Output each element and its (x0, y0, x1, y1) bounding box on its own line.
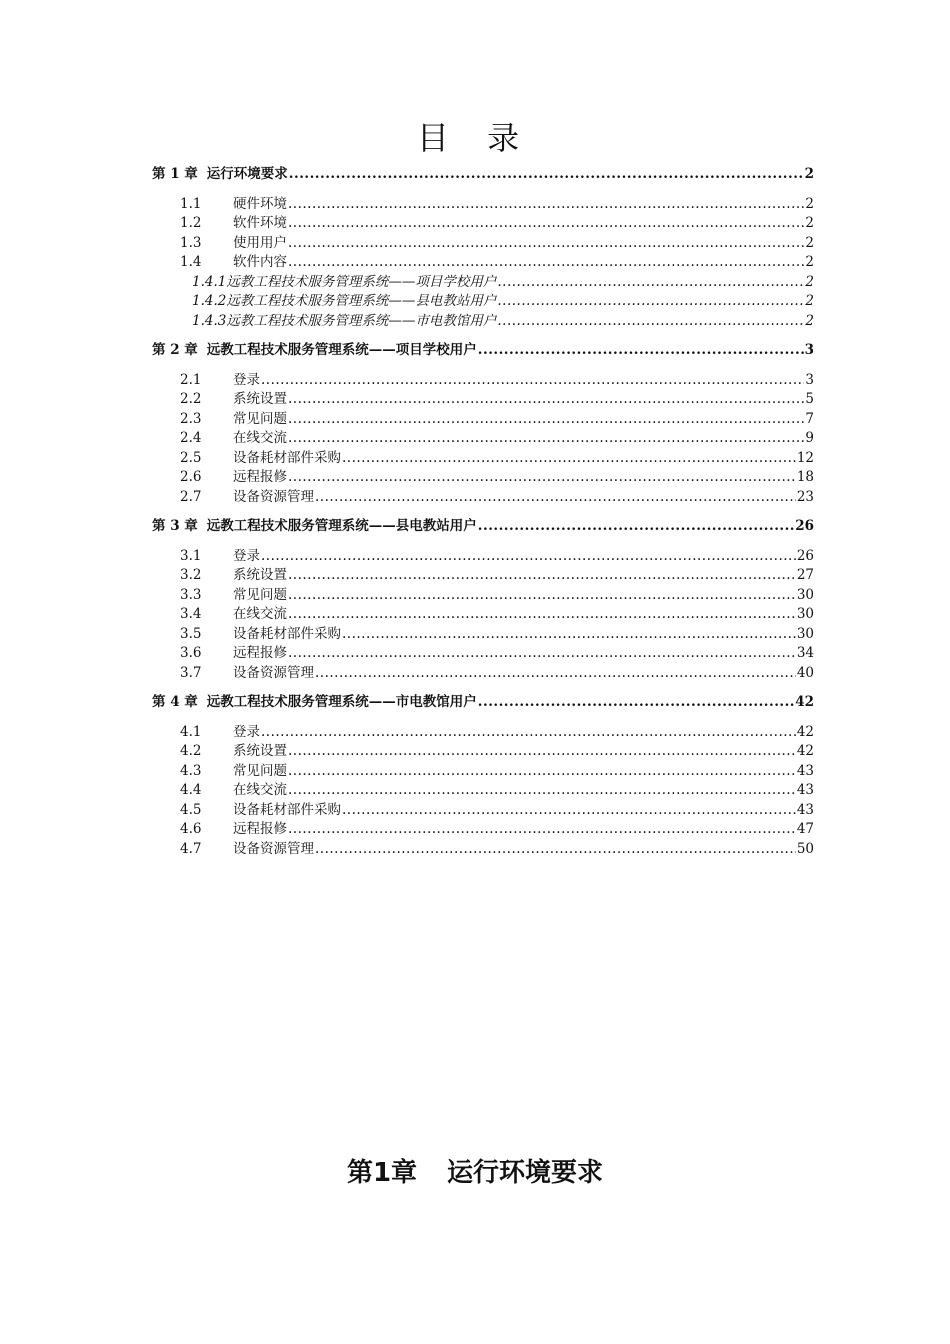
toc-entry-page-number: 5 (805, 391, 814, 407)
toc-entry-label: 远教工程技术服务管理系统——县电教站用户 (226, 293, 497, 309)
toc-dot-leader (497, 273, 804, 293)
toc-entry-number: 2.5 (180, 449, 202, 466)
toc-entry-page-number: 2 (805, 293, 814, 309)
toc-entry-number: 1.3 (180, 234, 202, 251)
toc-entry-chapter[interactable] (152, 341, 814, 361)
toc-entry-number: 4.1 (180, 723, 202, 740)
toc-entry-label: 登录 (233, 723, 260, 740)
toc-dot-leader (478, 341, 804, 361)
toc-entry-page-number: 2 (805, 273, 814, 290)
toc-entry-number: 3.4 (180, 606, 202, 622)
toc-entry-number: 1.4 (180, 254, 202, 270)
toc-entry-label: 设备资源管理 (233, 664, 314, 681)
toc-entry-number: 3.2 (180, 567, 202, 583)
toc-dot-leader (342, 625, 796, 645)
toc-entry-page-number: 12 (796, 449, 814, 466)
toc-entry-number: 1.4.3 (192, 312, 227, 329)
toc-entry-section[interactable] (152, 468, 814, 488)
toc-dot-leader (261, 371, 804, 391)
toc-entry-chapter[interactable] (152, 517, 814, 537)
toc-entry-page-number: 7 (805, 410, 814, 427)
toc-entry-number: 1.4.2 (192, 293, 227, 309)
toc-dot-leader (288, 429, 804, 449)
toc-entry-label: 设备耗材部件采购 (233, 625, 341, 642)
toc-entry-page-number: 40 (796, 664, 814, 681)
chapter-heading-title: 运行环境要求 (447, 1158, 604, 1188)
toc-entry-section[interactable] (152, 390, 814, 410)
toc-dot-leader (288, 742, 796, 762)
toc-entry-label: 设备耗材部件采购 (233, 449, 341, 466)
toc-entry-section[interactable] (152, 781, 814, 801)
toc-entry-label: 远程报修 (233, 821, 287, 837)
toc-entry-label: 在线交流 (233, 430, 287, 446)
toc-entry-number: 3.5 (180, 625, 202, 642)
toc-dot-leader (342, 801, 796, 821)
toc-entry-sub[interactable] (152, 273, 814, 293)
toc-entry-page-number: 43 (796, 801, 814, 818)
toc-entry-page-number: 42 (796, 743, 814, 759)
table-of-contents (152, 165, 814, 859)
toc-entry-number: 1.1 (180, 195, 202, 212)
toc-entry-label: 远教工程技术服务管理系统——市电教馆用户 (226, 312, 497, 329)
toc-entry-chapter[interactable] (152, 693, 814, 713)
toc-dot-leader (261, 547, 796, 567)
toc-entry-label: 运行环境要求 (206, 166, 288, 182)
toc-entry-label: 常见问题 (233, 762, 287, 779)
toc-entry-number: 3.3 (180, 586, 202, 603)
toc-entry-label: 系统设置 (233, 567, 287, 583)
toc-dot-leader (288, 586, 796, 606)
toc-entry-number: 3.6 (180, 645, 202, 661)
toc-dot-leader (315, 840, 796, 860)
toc-dot-leader (288, 390, 804, 410)
toc-entry-section[interactable] (152, 840, 814, 860)
toc-entry-label: 软件内容 (233, 254, 287, 270)
toc-dot-leader (288, 762, 796, 782)
toc-entry-page-number: 50 (796, 840, 814, 857)
toc-dot-leader (288, 781, 796, 801)
toc-entry-label: 远教工程技术服务管理系统——项目学校用户 (206, 342, 477, 358)
toc-entry-sub[interactable] (152, 312, 814, 332)
toc-entry-label: 在线交流 (233, 782, 287, 798)
toc-entry-page-number: 30 (796, 586, 814, 603)
toc-entry-page-number: 3 (804, 342, 814, 358)
toc-dot-leader (289, 165, 804, 185)
toc-entry-section[interactable] (152, 644, 814, 664)
toc-dot-leader (288, 566, 796, 586)
toc-entry-section[interactable] (152, 762, 814, 782)
toc-entry-label: 设备耗材部件采购 (233, 801, 341, 818)
toc-dot-leader (288, 410, 804, 430)
toc-entry-section[interactable] (152, 214, 814, 234)
toc-entry-number: 2.7 (180, 488, 202, 505)
toc-dot-leader (288, 253, 804, 273)
toc-entry-page-number: 27 (796, 567, 814, 583)
toc-entry-section[interactable] (152, 820, 814, 840)
toc-dot-leader (288, 195, 804, 215)
toc-entry-page-number: 26 (796, 547, 814, 564)
toc-entry-page-number: 42 (796, 723, 814, 740)
toc-dot-leader (288, 468, 796, 488)
toc-entry-label: 远教工程技术服务管理系统——项目学校用户 (226, 273, 497, 290)
toc-entry-number: 第 2 章 (152, 342, 198, 358)
toc-entry-number: 2.1 (180, 371, 202, 388)
toc-entry-page-number: 43 (796, 762, 814, 779)
chapter-heading (0, 1153, 950, 1193)
toc-entry-label: 登录 (233, 371, 260, 388)
toc-entry-label: 系统设置 (233, 391, 287, 407)
toc-entry-number: 2.2 (180, 391, 202, 407)
toc-entry-number: 2.3 (180, 410, 202, 427)
toc-entry-section[interactable] (152, 605, 814, 625)
toc-entry-number: 4.3 (180, 762, 202, 779)
toc-entry-section[interactable] (152, 664, 814, 684)
toc-entry-section[interactable] (152, 586, 814, 606)
toc-entry-section[interactable] (152, 195, 814, 215)
toc-entry-number: 3.7 (180, 664, 202, 681)
toc-entry-label: 设备资源管理 (233, 840, 314, 857)
toc-entry-page-number: 9 (805, 430, 814, 446)
toc-entry-section[interactable] (152, 566, 814, 586)
toc-dot-leader (315, 664, 796, 684)
toc-entry-number: 2.6 (180, 469, 202, 485)
toc-entry-section[interactable] (152, 723, 814, 743)
toc-entry-section[interactable] (152, 410, 814, 430)
toc-entry-sub[interactable] (152, 292, 814, 312)
toc-entry-label: 远程报修 (233, 645, 287, 661)
toc-entry-section[interactable] (152, 742, 814, 762)
toc-dot-leader (478, 693, 794, 713)
toc-entry-chapter[interactable] (152, 165, 814, 185)
toc-dot-leader (288, 234, 804, 254)
toc-entry-section[interactable] (152, 625, 814, 645)
toc-entry-number: 4.2 (180, 743, 202, 759)
toc-entry-number: 4.7 (180, 840, 202, 857)
toc-entry-label: 软件环境 (233, 215, 287, 231)
toc-entry-label: 系统设置 (233, 743, 287, 759)
toc-entry-page-number: 2 (805, 234, 814, 251)
toc-dot-leader (288, 605, 796, 625)
toc-entry-number: 2.4 (180, 430, 202, 446)
toc-entry-label: 登录 (233, 547, 260, 564)
toc-entry-number: 1.4.1 (192, 273, 227, 290)
toc-dot-leader (315, 488, 796, 508)
toc-entry-page-number: 2 (804, 166, 814, 182)
toc-entry-number: 第 1 章 (152, 166, 198, 182)
toc-entry-label: 远教工程技术服务管理系统——市电教馆用户 (206, 694, 477, 710)
toc-entry-label: 常见问题 (233, 586, 287, 603)
toc-entry-page-number: 26 (795, 518, 814, 534)
toc-dot-leader (261, 723, 796, 743)
toc-entry-number: 第 4 章 (152, 694, 198, 710)
toc-dot-leader (342, 449, 796, 469)
toc-entry-section[interactable] (152, 371, 814, 391)
toc-entry-page-number: 30 (796, 606, 814, 622)
toc-dot-leader (497, 312, 804, 332)
toc-entry-page-number: 47 (796, 821, 814, 837)
toc-entry-number: 3.1 (180, 547, 202, 564)
toc-entry-page-number: 2 (805, 195, 814, 212)
toc-entry-label: 远教工程技术服务管理系统——县电教站用户 (206, 518, 477, 534)
toc-title: 目 录 (416, 119, 534, 157)
toc-dot-leader (478, 517, 794, 537)
toc-entry-page-number: 42 (795, 694, 814, 710)
toc-entry-section[interactable] (152, 547, 814, 567)
toc-entry-label: 硬件环境 (233, 195, 287, 212)
toc-entry-label: 常见问题 (233, 410, 287, 427)
toc-entry-page-number: 30 (796, 625, 814, 642)
toc-entry-page-number: 43 (796, 782, 814, 798)
toc-entry-page-number: 2 (805, 254, 814, 270)
toc-entry-number: 4.4 (180, 782, 202, 798)
toc-entry-number: 4.6 (180, 821, 202, 837)
toc-dot-leader (288, 644, 796, 664)
toc-entry-label: 设备资源管理 (233, 488, 314, 505)
toc-entry-number: 第 3 章 (152, 518, 198, 534)
toc-entry-label: 远程报修 (233, 469, 287, 485)
toc-entry-section[interactable] (152, 253, 814, 273)
toc-entry-number: 4.5 (180, 801, 202, 818)
toc-entry-section[interactable] (152, 488, 814, 508)
toc-entry-page-number: 34 (796, 645, 814, 661)
toc-entry-page-number: 23 (796, 488, 814, 505)
toc-entry-section[interactable] (152, 449, 814, 469)
toc-entry-section[interactable] (152, 234, 814, 254)
toc-entry-label: 在线交流 (233, 606, 287, 622)
toc-dot-leader (288, 214, 804, 234)
toc-entry-page-number: 2 (805, 215, 814, 231)
toc-entry-label: 使用用户 (233, 234, 287, 251)
toc-entry-section[interactable] (152, 429, 814, 449)
chapter-heading-number: 第1章 (346, 1158, 418, 1188)
toc-entry-page-number: 3 (805, 371, 814, 388)
toc-entry-page-number: 2 (805, 312, 814, 329)
toc-dot-leader (497, 292, 804, 312)
toc-entry-number: 1.2 (180, 215, 202, 231)
toc-entry-section[interactable] (152, 801, 814, 821)
toc-dot-leader (288, 820, 796, 840)
toc-entry-page-number: 18 (796, 469, 814, 485)
